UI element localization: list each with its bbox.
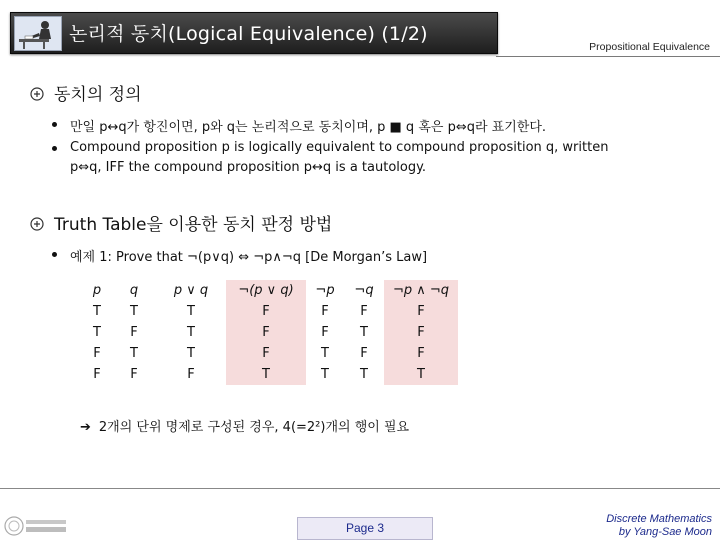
column-header: p ∨ q [173,283,209,298]
section-heading-text: Truth Table을 이용한 동치 판정 방법 [54,215,333,235]
bullet-dot [52,252,57,257]
footer-divider [0,488,720,489]
section-heading-truth-table [30,210,332,235]
header-divider [496,56,720,57]
section-heading-definition [30,80,142,105]
table-cell: F [360,304,368,319]
table-cell: T [360,325,368,340]
table-cell: T [187,325,195,340]
course-credit [606,513,712,539]
table-cell: F [226,301,306,322]
table-cell: T [187,346,195,361]
table-cell: F [130,367,138,382]
column-header: ¬q [354,283,374,298]
table-row [82,301,458,322]
section-heading-text: 동치의 정의 [54,85,142,105]
table-cell: T [130,304,138,319]
truth-table [82,280,458,385]
table-cell: F [187,367,195,382]
topic-label: Propositional Equivalence [589,41,710,53]
example-text: 예제 1: Prove that ¬(p∨q) ⇔ ¬p∧¬q [De Morgan’s Law] [70,250,428,265]
conclusion-note [80,416,409,435]
column-header: q [129,283,139,298]
table-cell: F [226,343,306,364]
bullet-dot [52,122,57,127]
table-cell: T [360,367,368,382]
column-header: ¬p ∧ ¬q [384,280,458,301]
table-cell: T [130,346,138,361]
bullet-text: 만일 p↔q가 항진이면, p와 q는 논리적으로 동치이며, p ■ q 혹은 p⇔q라 표기한다. [70,120,547,135]
table-cell: F [321,325,329,340]
table-row [82,343,458,364]
person-at-desk-icon [14,16,62,51]
table-cell: T [321,346,329,361]
table-row [82,364,458,385]
table-cell: T [226,364,306,385]
table-cell: F [384,343,458,364]
title-bar [10,12,498,54]
course-author: by Yang-Sae Moon [618,526,712,538]
table-cell: T [321,367,329,382]
section-bullet-icon [30,217,44,231]
table-cell: T [93,325,101,340]
table-cell: T [93,304,101,319]
bullet-text: p⇔q, IFF the compound proposition p↔q is a tautology. [70,160,427,175]
table-cell: F [93,346,101,361]
university-logo [4,514,70,538]
bullet-dot [52,146,57,151]
table-cell: T [187,304,195,319]
page-title: 논리적 동치(Logical Equivalence) (1/2) [69,23,428,45]
column-header: ¬(p ∨ q) [226,280,306,301]
table-header-row [82,280,458,301]
table-cell: F [93,367,101,382]
table-cell: T [384,364,458,385]
table-cell: F [384,301,458,322]
column-header: ¬p [315,283,335,298]
table-cell: F [321,304,329,319]
section-bullet-icon [30,87,44,101]
note-text: 2개의 단위 명제로 구성된 경우, 4(=2²)개의 행이 필요 [98,420,410,435]
page-number: Page 3 [297,517,433,540]
table-row [82,322,458,343]
table-cell: F [130,325,138,340]
arrow-right-icon: ➔ [80,420,91,435]
table-cell: F [384,322,458,343]
column-header: p [92,283,102,298]
table-cell: F [360,346,368,361]
bullet-text: Compound proposition p is logically equivalent to compound proposition q, written [70,140,609,155]
table-cell: F [226,322,306,343]
course-title: Discrete Mathematics [606,513,712,525]
